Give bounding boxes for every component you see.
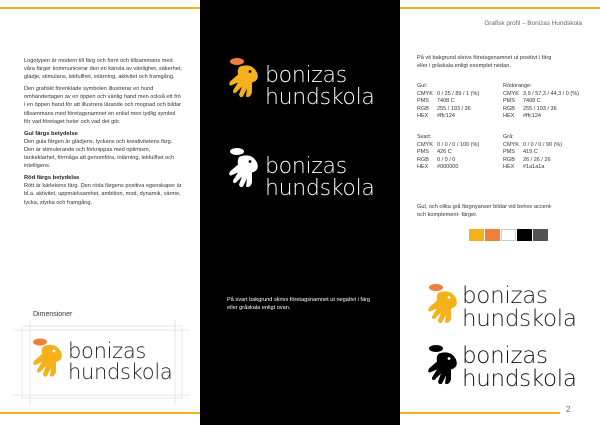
spec-yellow: Gul: CMYK 0 / 25 / 89 / 1 (%) PMS 7408 C RGB 255 / 193 / 36 HEX #ffc124 <box>417 83 480 120</box>
hand-dog-icon <box>428 291 457 323</box>
wordmark-left-line2: hundskola <box>68 360 173 384</box>
swatch-orange <box>485 229 500 241</box>
logo-color-left-symbol <box>30 332 70 382</box>
wordmark-black-white-line2: hundskola <box>265 176 375 201</box>
swatch-gray <box>533 229 548 241</box>
spec-title: Gul: <box>417 83 428 89</box>
bottom-rule-left <box>0 412 200 414</box>
red-paragraph: Rött är kärlekens färg. Den röda färgens positiva egenskaper är bl.a. aktivitet, uppmärksamhet, ambition, mod, dynamik, värme, lycka, styrka och framgång. <box>24 183 182 206</box>
bottom-rule-right <box>400 412 560 414</box>
spec-title: Rödorange: <box>503 83 532 89</box>
hand-dog-icon <box>428 352 457 384</box>
left-column <box>24 57 182 211</box>
symbol-paragraph: Den grafiskt förenklade symbolen illustrerar en hund omhändertagen av en öppen och vänlig hand men också ett frö i en öppen hand för att illustrera lärande och mognad och bildar tillsammans med företagsnamnet en enkel men tydlig symbol för vad företaget heter och vad det gör. <box>24 86 182 125</box>
spec-gray: Grå: CMYK 0 / 0 / 0 / 90 (%) PMS 419 C RGB 26 / 26 / 26 HEX #1a1a1a <box>503 134 563 171</box>
logo-black-white-symbol <box>425 337 465 392</box>
yellow-paragraph: Den gula färgen är glädjens, lyckans och kreativitetens färg. Den är stimulerande och förknippas med optimism, tankeklarhet, förmåga att genomföra, inlärning, lekfullhet och intelligens. <box>24 138 175 170</box>
page-number: 2 <box>566 405 571 414</box>
wordmark-right-color-line1: bonizas <box>462 283 548 309</box>
ball-icon <box>429 284 443 291</box>
top-rule-left <box>0 7 200 9</box>
right-intro: På vit bakgrund skrivs företagsnamnet ut positivt i färg eller i gråskala enligt exemplet nedan. <box>417 55 552 70</box>
red-heading: Röd färgs betydelse <box>24 175 80 182</box>
wordmark-right-color-line2: hundskola <box>462 306 577 332</box>
ball-icon <box>230 148 244 155</box>
spec-redorange: Rödorange: CMYK 3,9 / 57,3 / 44,3 / 0 (%) PMS 7408 C RGB 255 / 193 / 36 HEX #ffc124 <box>503 83 579 120</box>
wordmark-right-black-line1: bonizas <box>462 343 548 369</box>
swatch-yellow <box>469 229 484 241</box>
spec-black: Svart: CMYK 0 / 0 / 0 / 100 (%) PMS 426 C RGB 0 / 0 / 0 HEX #000000 <box>417 134 480 171</box>
ball-icon <box>33 339 47 346</box>
wordmark-black-color-line2: hundskola <box>265 85 375 110</box>
swatch-black <box>517 229 532 241</box>
spec-title: Svart: <box>417 134 432 140</box>
logo-color-black-symbol <box>226 50 266 105</box>
wordmark-black-white-line1: bonizas <box>265 154 347 179</box>
top-rule-right <box>400 7 600 9</box>
black-panel-caption: På svart bakgrund skrivs företagsnamnet ut negativt i färg eller gråskala enligt ovan. <box>227 297 371 312</box>
spec-title: Grå: <box>503 134 514 140</box>
hand-dog-icon <box>229 155 258 187</box>
wordmark-right-black-line2: hundskola <box>462 366 577 392</box>
hand-dog-icon <box>229 65 258 97</box>
dimensions-label: Dimensioner <box>33 311 73 318</box>
wordmark-left-line1: bonizas <box>68 339 147 363</box>
swatch-white <box>501 229 516 241</box>
logo-white-black-symbol <box>226 140 266 195</box>
intro-paragraph: Logotypen är modern till färg och form och tillsammans med våra färger kommunicerar den en känsla av vänlighet, säkerhet, glädje, stimulans, lekfullhet, inlärning, aktivitet och framgång. <box>24 58 182 81</box>
hand-dog-icon <box>33 345 62 377</box>
page-header: Grafisk profil – Bonizas Hundskola <box>484 20 582 27</box>
yellow-heading: Gul färgs betydelse <box>24 130 78 137</box>
accent-note: Gul, och olika grå färgnyanser bildar vid behov accent- och komplement- färger. <box>417 204 553 219</box>
ball-icon <box>230 58 244 65</box>
ball-icon <box>429 345 443 352</box>
wordmark-black-color-line1: bonizas <box>265 63 347 88</box>
logo-color-white-symbol <box>425 276 465 331</box>
